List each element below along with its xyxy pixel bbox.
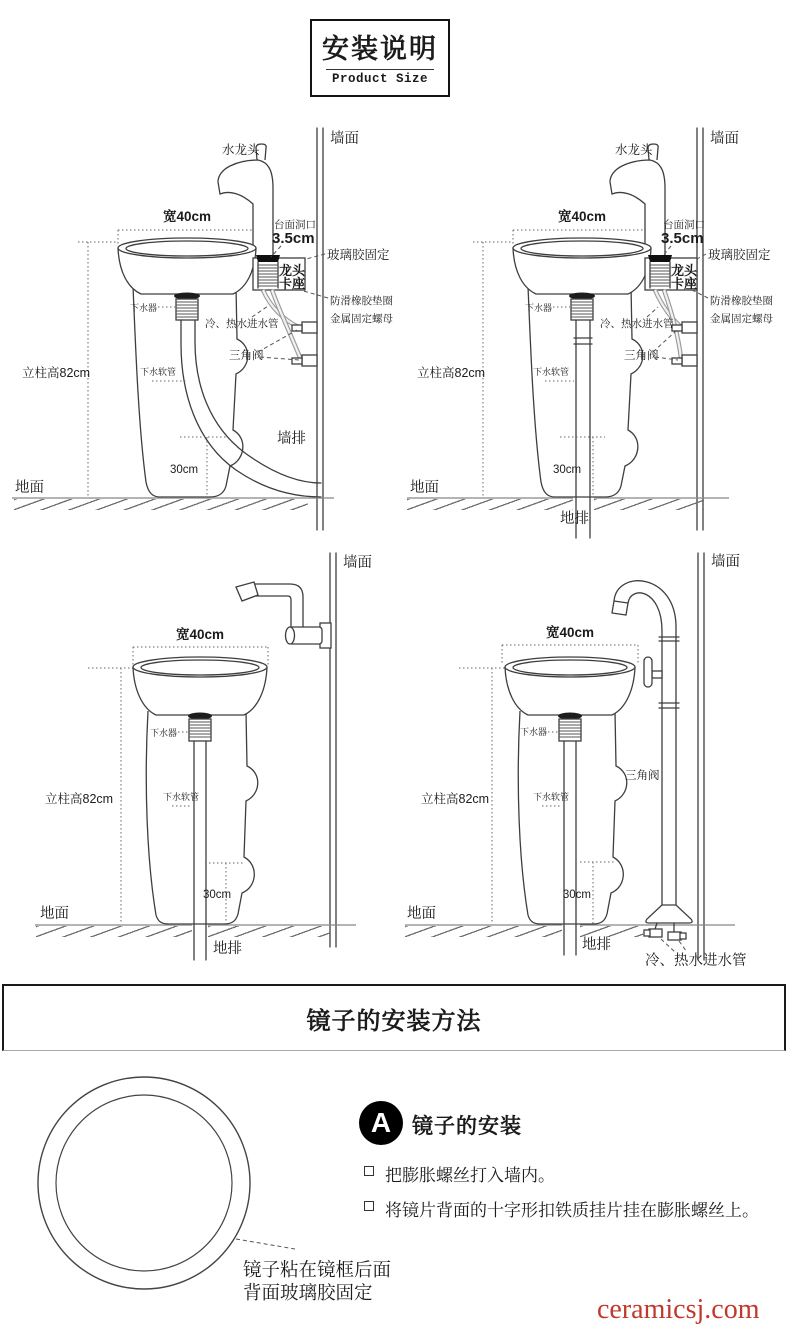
washer-leader	[300, 290, 328, 298]
mirror-step-2	[364, 1196, 759, 1221]
ground-hatch	[580, 926, 645, 937]
angle-valves	[672, 322, 697, 366]
width-label: 宽40cm	[175, 627, 225, 642]
clearance-label: 30cm	[562, 889, 591, 901]
pillar-height-label: 立柱高82cm	[45, 792, 114, 806]
triangle-valve-label: 三角阀	[229, 350, 264, 362]
faucet-label: 水龙头	[615, 143, 653, 157]
inlet-pipes-label: 冷、热水进水管	[645, 953, 747, 969]
wall-faucet-drawing	[236, 582, 331, 648]
ground-hatch	[405, 926, 562, 937]
mirror-note-line-1: 镜子粘在镜框后面	[243, 1259, 392, 1280]
width-label: 宽40cm	[557, 209, 607, 224]
drain-hose-label: 下水软管	[533, 792, 570, 802]
diagram-floor-drain	[395, 120, 790, 545]
wall-lines	[317, 128, 323, 530]
glass-glue-leader	[306, 254, 325, 259]
faucet-seat-label-1: 龙头	[670, 263, 698, 278]
drain-hose-label: 下水软管	[533, 367, 570, 377]
wall-label: 墙面	[330, 131, 359, 147]
mirror-step-1-text: 把膨胀螺丝打入墙内。	[385, 1166, 555, 1185]
pedestal	[146, 711, 258, 924]
ground-label: 地面	[407, 906, 436, 922]
glass-glue-label: 玻璃胶固定	[708, 248, 771, 262]
square-bullet-icon	[364, 1166, 374, 1176]
diagram-floor-faucet	[395, 545, 790, 985]
drain-fitting-label: 下水器	[150, 728, 178, 738]
glass-glue-label: 玻璃胶固定	[327, 248, 390, 262]
mirror-step-1	[364, 1161, 555, 1186]
counter-hole-size-label: 3.5cm	[661, 230, 704, 247]
rubber-washer-label: 防滑橡胶垫圈	[710, 295, 773, 307]
faucet-seat-label-1: 龙头	[278, 263, 306, 278]
drain-assembly	[174, 293, 200, 321]
drain-assembly	[558, 713, 582, 742]
clearance-label: 30cm	[170, 464, 199, 476]
metal-nut-label: 金属固定螺母	[330, 313, 393, 325]
counter-hole-label: 台面洞口	[663, 219, 705, 231]
triangle-valve-label: 三角阀	[625, 770, 660, 782]
wall-lines	[330, 553, 336, 947]
ground-label: 地面	[15, 480, 44, 496]
drain-assembly	[569, 293, 595, 321]
ground-hatch	[594, 499, 704, 510]
faucet-seat-label-2: 卡座	[670, 276, 698, 291]
ground-hatch	[208, 926, 330, 937]
triangle-valve-label: 三角阀	[624, 350, 659, 362]
width-label: 宽40cm	[545, 625, 595, 640]
mirror-inner-circle	[56, 1095, 232, 1271]
inlet-pipes-leader	[647, 307, 658, 317]
drain-fitting-label: 下水器	[520, 727, 548, 737]
ground-label: 地面	[410, 480, 439, 496]
washer-leader	[692, 290, 708, 298]
wall-label: 墙面	[711, 554, 740, 570]
diagram-wall-drain	[0, 120, 395, 545]
pillar-height-label: 立柱高82cm	[22, 366, 91, 380]
clearance-label: 30cm	[203, 889, 232, 901]
drain-fitting-label: 下水器	[525, 303, 553, 313]
step-badge-a	[359, 1101, 403, 1145]
ground-label: 地面	[40, 906, 69, 922]
diagram-wall-faucet	[0, 545, 395, 985]
square-bullet-icon	[364, 1201, 374, 1211]
watermark: ceramicsj.com	[597, 1294, 760, 1325]
inlet-pipes-label: 冷、热水进水管	[600, 318, 674, 330]
floor-drain-label: 地排	[213, 941, 242, 957]
metal-nut-label: 金属固定螺母	[710, 313, 773, 325]
counter-hole-size-label: 3.5cm	[272, 230, 315, 247]
mirror-install-heading: 镜子的安装	[412, 1115, 522, 1138]
ground-hatch	[36, 926, 192, 937]
page-subtitle: Product Size	[331, 72, 428, 86]
floor-faucet-drawing	[612, 581, 692, 940]
mirror-diagram	[0, 1052, 790, 1334]
ground-hatch	[14, 499, 308, 510]
floor-drain-label: 地排	[582, 937, 611, 953]
pillar-height-label: 立柱高82cm	[421, 792, 490, 806]
faucet-clamp-seat	[253, 255, 306, 291]
wall-label: 墙面	[343, 555, 372, 571]
inlet-pipes-leader	[252, 306, 268, 317]
faucet-seat-label-2: 卡座	[278, 276, 306, 291]
drain-hose-label: 下水软管	[163, 792, 200, 802]
faucet-label: 水龙头	[222, 143, 260, 157]
floor-drain-label: 地排	[560, 511, 589, 527]
step-badge-letter: A	[370, 1107, 392, 1138]
drain-hose-label: 下水软管	[140, 367, 177, 377]
mirror-section-title-text: 镜子的安装方法	[306, 1007, 482, 1035]
width-label: 宽40cm	[162, 209, 212, 224]
wall-lines	[698, 553, 704, 960]
wall-label: 墙面	[710, 131, 739, 147]
wall-drain-label: 墙排	[277, 431, 306, 447]
mirror-step-2-text: 将镜片背面的十字形扣铁质挂片挂在膨胀螺丝上。	[385, 1201, 759, 1220]
drain-fitting-label: 下水器	[130, 303, 158, 313]
mirror-note-leader	[236, 1239, 295, 1249]
pillar-height-label: 立柱高82cm	[417, 366, 486, 380]
counter-hole-label: 台面洞口	[274, 219, 316, 231]
mirror-section-title	[2, 984, 786, 1051]
mirror-outer-circle	[38, 1077, 250, 1289]
product-size-header	[310, 19, 450, 97]
inlet-pipes-label: 冷、热水进水管	[205, 318, 279, 330]
mirror-note-line-2: 背面玻璃胶固定	[243, 1282, 373, 1303]
page-title: 安装说明	[322, 34, 438, 64]
inlet-pipes-leaders	[661, 939, 687, 953]
glass-glue-leader	[697, 254, 706, 259]
drain-assembly	[188, 713, 212, 742]
rubber-washer-label: 防滑橡胶垫圈	[330, 295, 393, 307]
faucet-clamp-seat	[645, 255, 698, 291]
ground-hatch	[407, 499, 573, 510]
wall-lines	[697, 128, 703, 530]
header-divider	[326, 69, 434, 70]
clearance-label: 30cm	[553, 464, 582, 476]
